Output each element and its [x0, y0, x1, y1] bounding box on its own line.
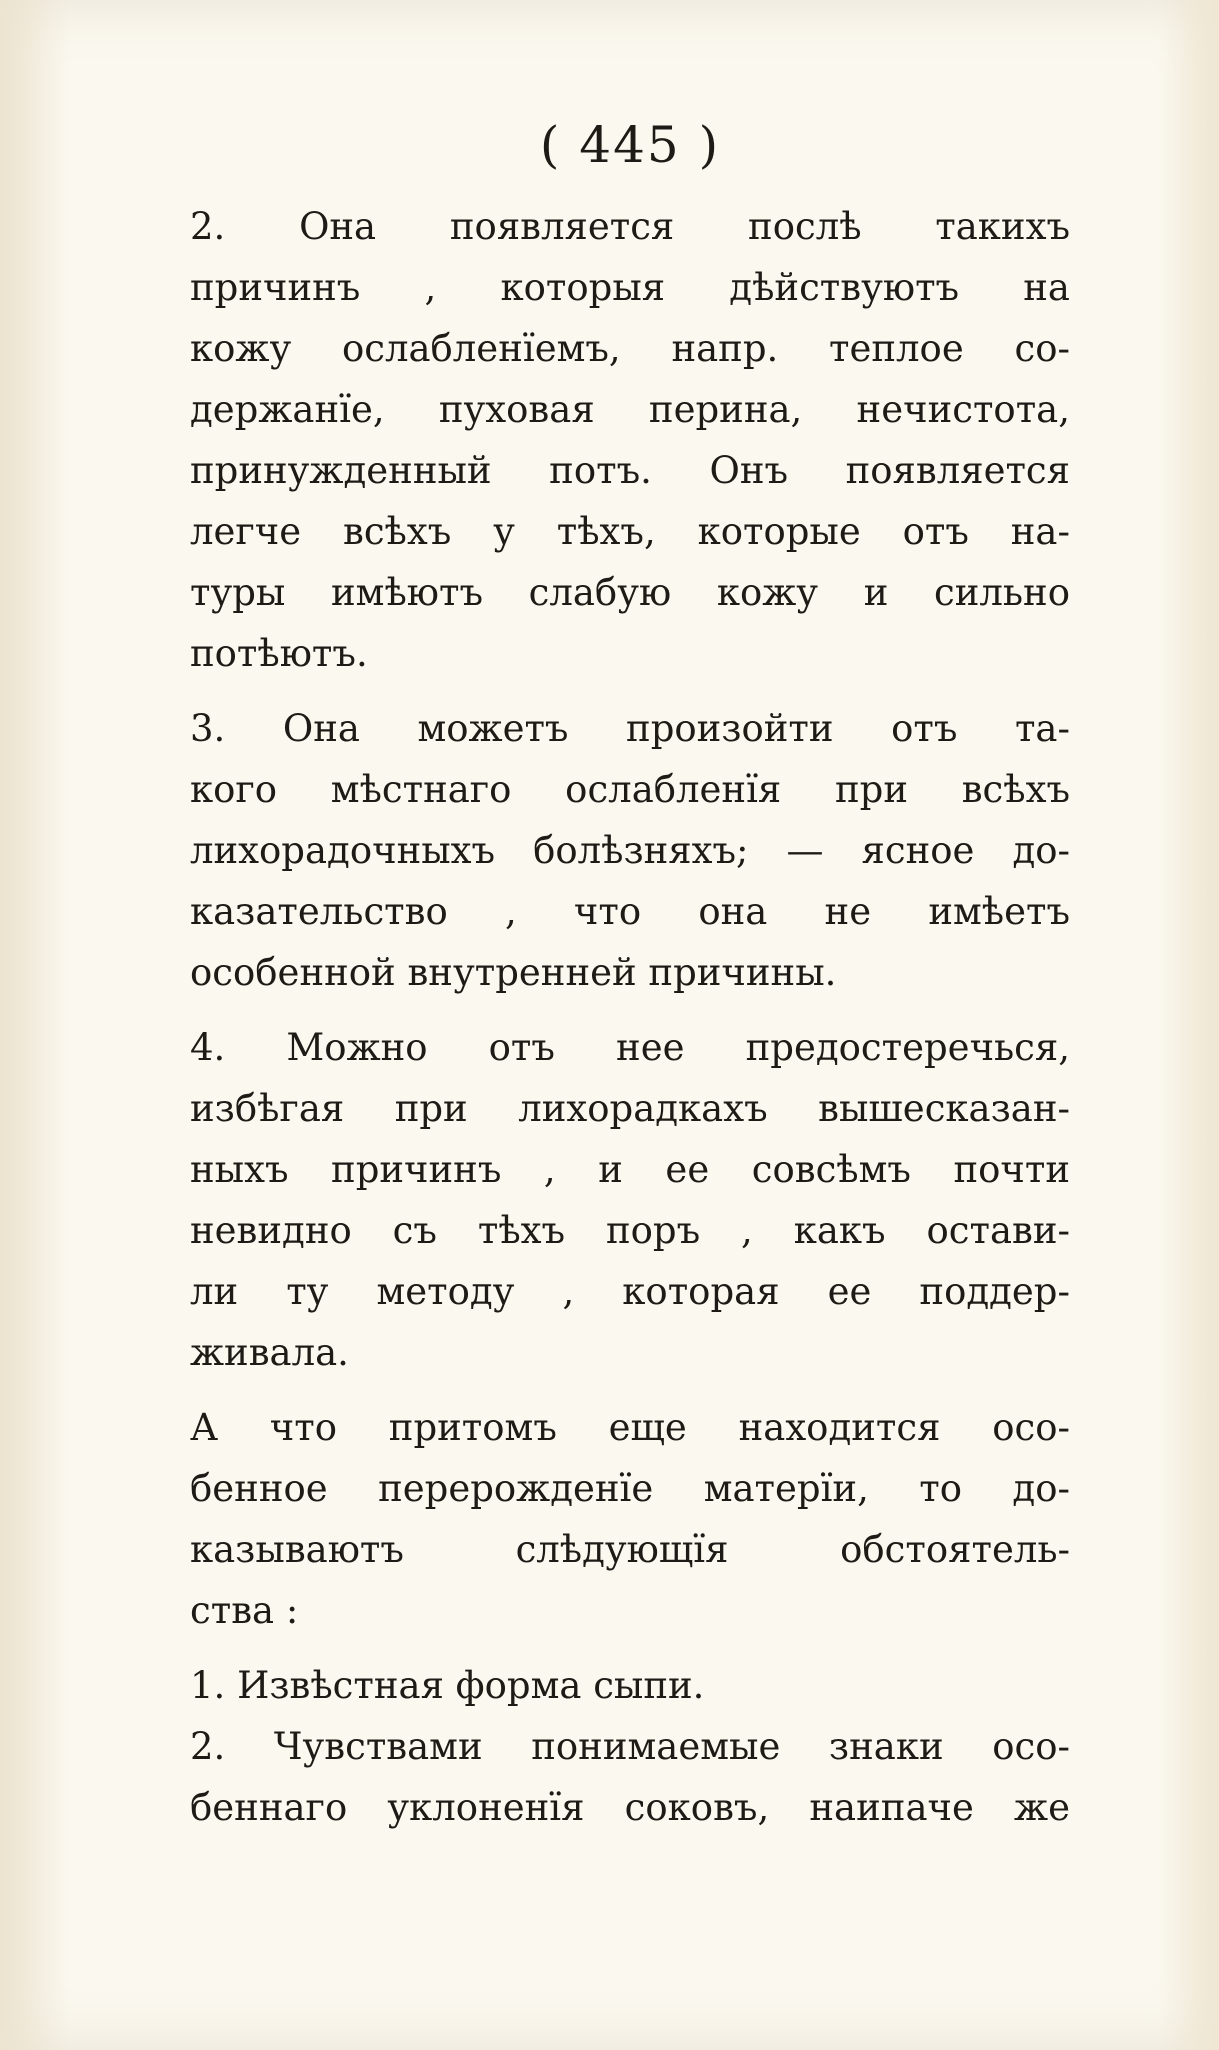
- text-line: особенной внутренней причины.: [190, 951, 837, 994]
- text-line: А что притомъ еще находится осо-: [190, 1406, 1070, 1449]
- paragraph: [190, 1017, 1070, 1383]
- paragraph-gap: [190, 1003, 1070, 1017]
- text-line: невидно съ тѣхъ поръ , какъ остави-: [190, 1209, 1070, 1252]
- text-line: бенное перерожденїе матерїи, то до-: [190, 1467, 1070, 1510]
- text-line: туры имѣютъ слабую кожу и сильно: [190, 571, 1070, 614]
- text-line: ли ту методу , которая ее поддер-: [190, 1270, 1070, 1313]
- text-line: живала.: [190, 1331, 349, 1374]
- text-line: казательство , что она не имѣетъ: [190, 890, 1070, 933]
- text-line: 2. Она появляется послѣ такихъ: [190, 205, 1070, 248]
- text-line: легче всѣхъ у тѣхъ, которые отъ на-: [190, 510, 1070, 553]
- paragraph: [190, 698, 1070, 1003]
- text-line: ныхъ причинъ , и ее совсѣмъ почти: [190, 1148, 1070, 1191]
- text-line: ства :: [190, 1589, 299, 1632]
- text-line: 2. Чувствами понимаемые знаки осо-: [190, 1725, 1070, 1768]
- text-line: 4. Можно отъ нее предостеречься,: [190, 1026, 1070, 1069]
- paragraph-gap: [190, 684, 1070, 698]
- text-line: потѣютъ.: [190, 632, 368, 675]
- page-number: ( 445 ): [539, 116, 721, 174]
- paragraph-gap: [190, 1383, 1070, 1397]
- text-line: причинъ , которыя дѣйствуютъ на: [190, 266, 1070, 309]
- text-line: казываютъ слѣдующїя обстоятель-: [190, 1528, 1070, 1571]
- page-edge-shadow-right: [1159, 0, 1219, 2050]
- text-line: 1. Извѣстная форма сыпи.: [190, 1664, 705, 1707]
- text-line: лихорадочныхъ болѣзняхъ; — ясное до-: [190, 829, 1070, 872]
- page-text: [190, 110, 1070, 1838]
- text-line: кожу ослабленїемъ, напр. теплое со-: [190, 327, 1070, 370]
- paragraph: [190, 1716, 1070, 1838]
- paragraph-gap: [190, 1641, 1070, 1655]
- text-line: беннаго уклоненїя соковъ, наипаче же: [190, 1786, 1070, 1829]
- text-line: принужденный потъ. Онъ появляется: [190, 449, 1070, 492]
- paragraph: [190, 1397, 1070, 1641]
- paragraph: [190, 196, 1070, 684]
- text-line: 3. Она можетъ произойти отъ та-: [190, 707, 1070, 750]
- page-edge-shadow-left: [0, 0, 70, 2050]
- paragraph: [190, 1655, 1070, 1716]
- text-line: держанїе, пуховая перина, нечистота,: [190, 388, 1070, 431]
- text-line: кого мѣстнаго ослабленїя при всѣхъ: [190, 768, 1070, 811]
- text-line: избѣгая при лихорадкахъ вышесказан-: [190, 1087, 1070, 1130]
